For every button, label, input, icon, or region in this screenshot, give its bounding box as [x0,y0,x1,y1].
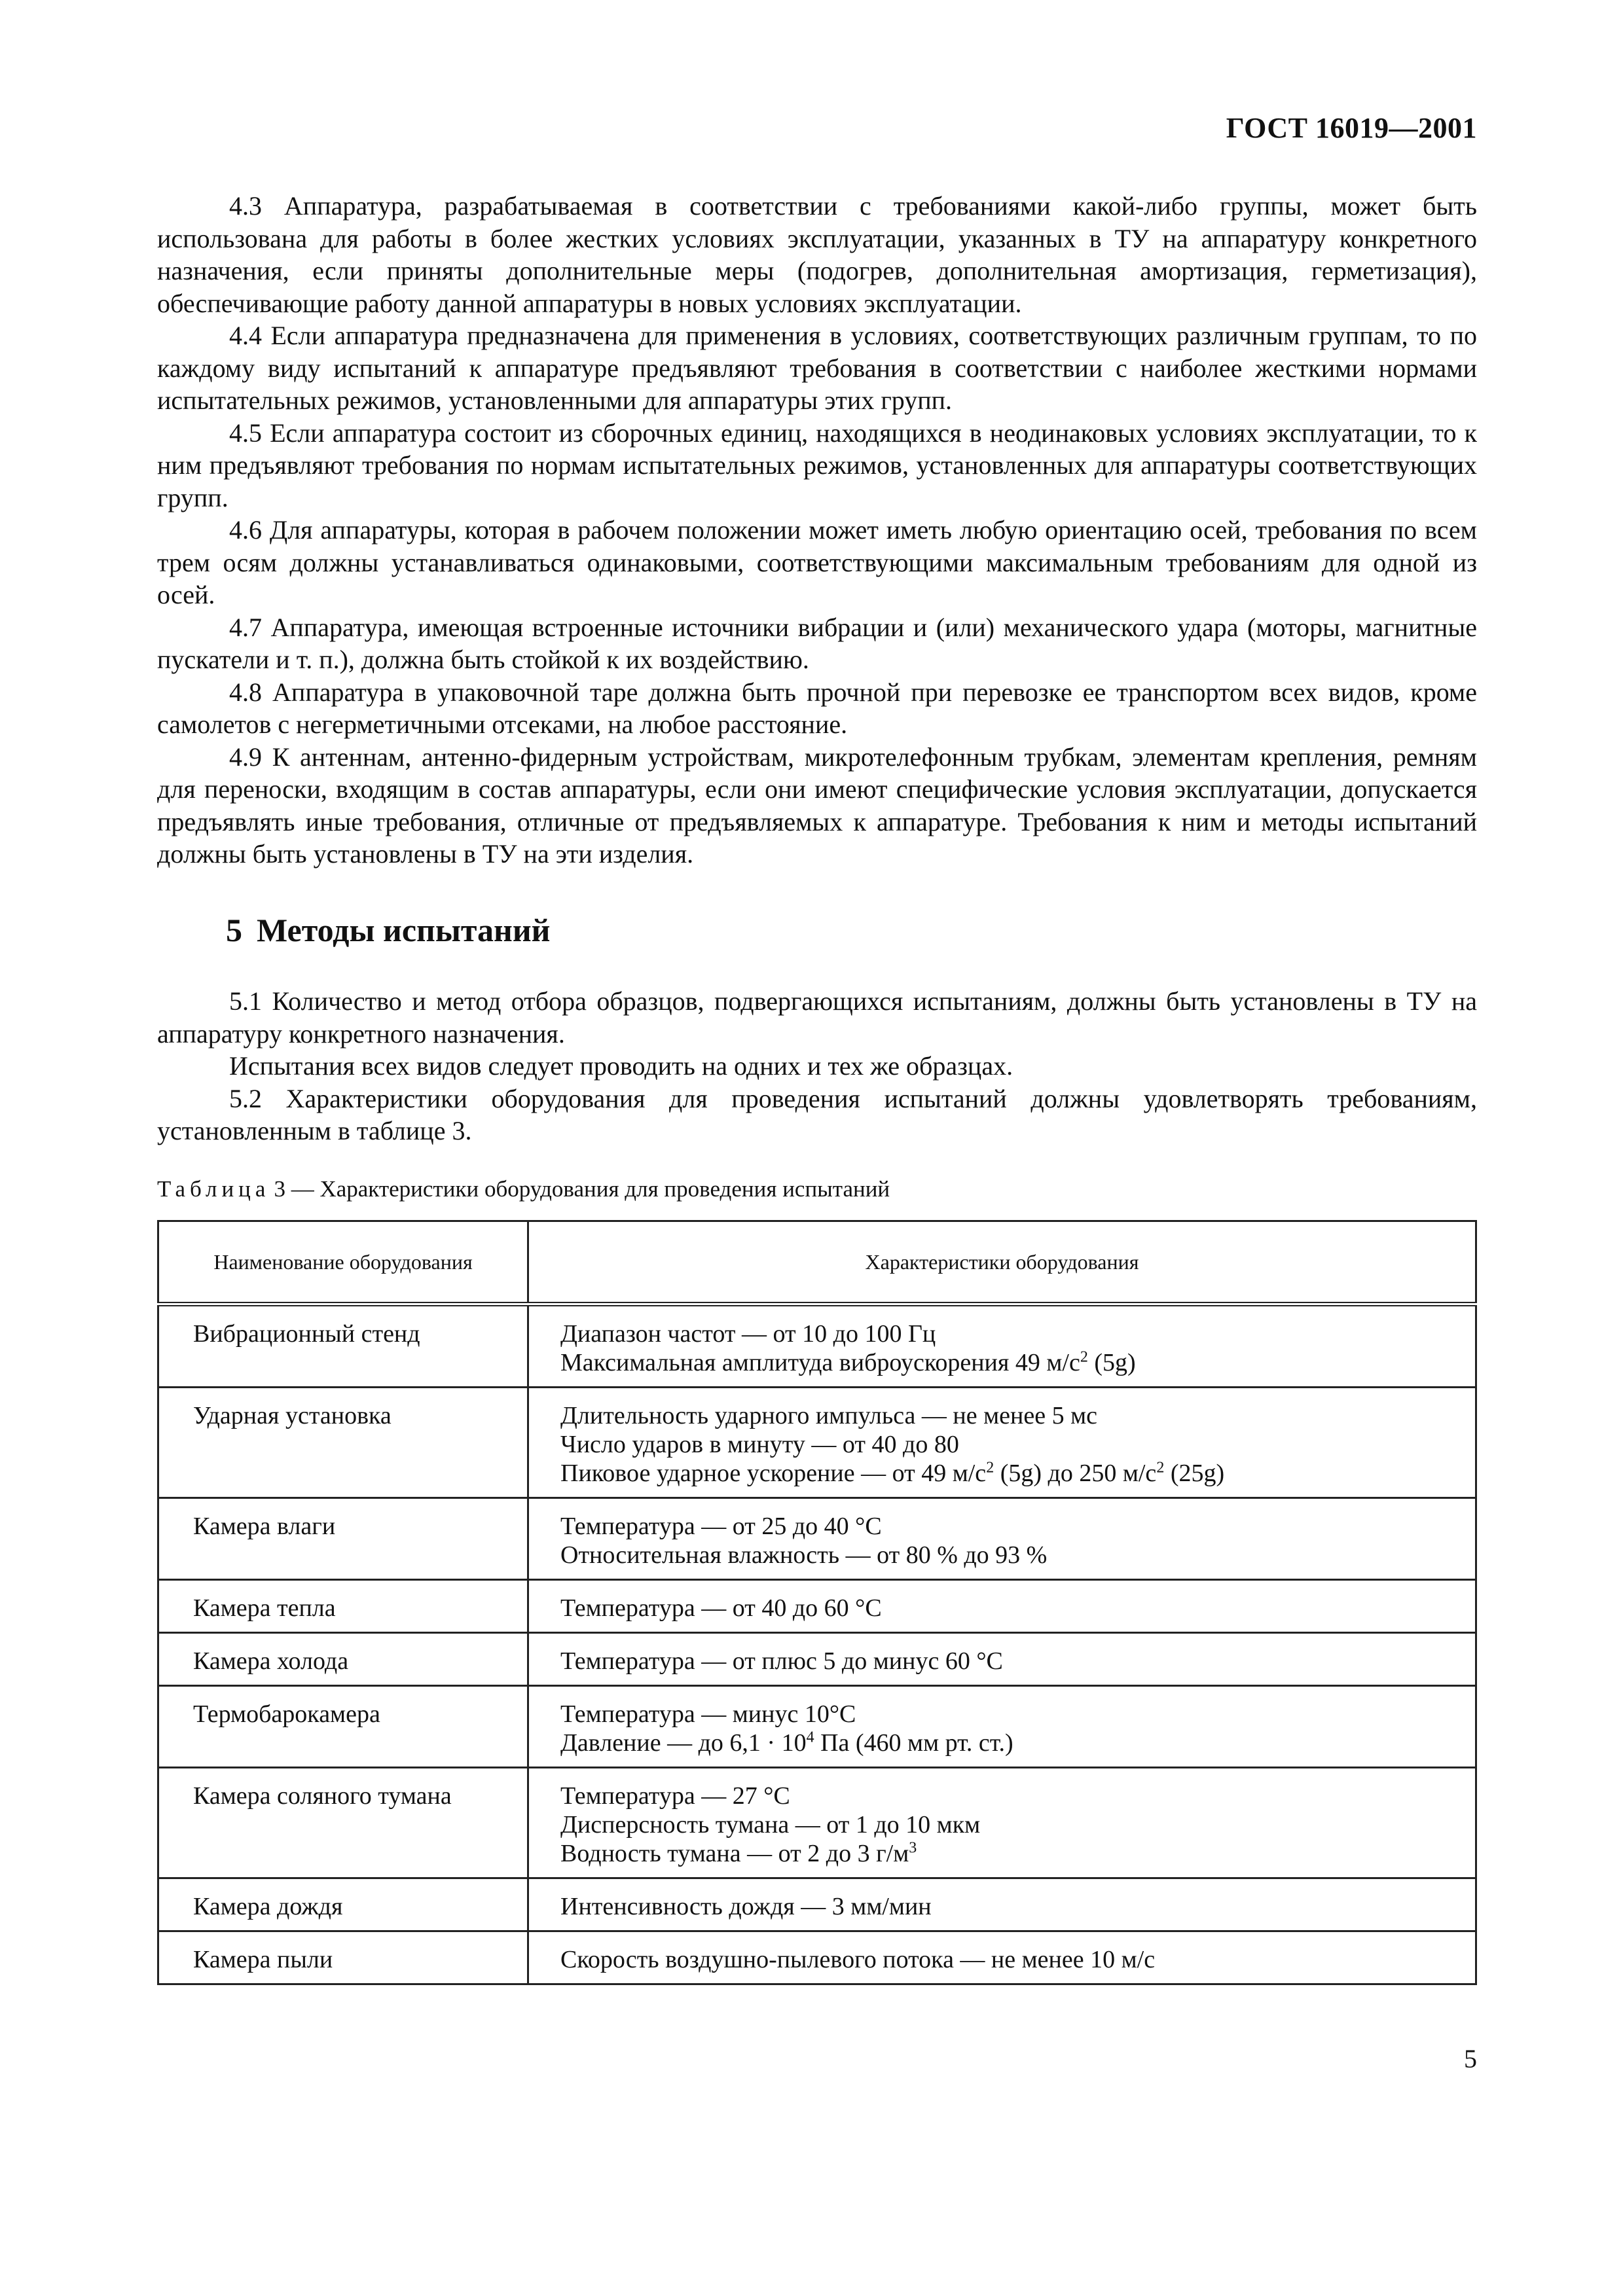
equipment-name-cell: Камера влаги [158,1498,528,1580]
table-header-row [158,1221,1476,1304]
table-caption-label: Таблица [157,1176,270,1202]
characteristic-line [560,1459,1475,1488]
equipment-name-cell: Камера пыли [158,1931,528,1984]
characteristic-line: Диапазон частот — от 10 до 100 Гц [560,1320,936,1348]
paragraph-4-4: 4.4 Если аппаратура предназначена для применения в условиях, соответствующих различным группам, то по каждому виду испытаний к аппаратуре предъявляют требования в соответствии с наиболее жесткими нормами испытательных режимов, установленными для аппаратуры этих групп. [157,321,1477,415]
equipment-characteristics-cell [528,1498,1476,1580]
characteristic-line: Температура — 27 °С [560,1782,790,1810]
equipment-characteristics-cell [528,1304,1476,1388]
equipment-name-cell: Камера соляного тумана [158,1768,528,1878]
characteristic-line [560,1839,1475,1868]
characteristic-text: Пиковое ударное ускорение — от 49 м/с [560,1460,987,1487]
equipment-name-cell: Вибрационный стенд [158,1304,528,1388]
paragraph-4-6: 4.6 Для аппаратуры, которая в рабочем положении может иметь любую ориентацию осей, требования по всем трем осям должны устанавливаться одинаковыми, соответствующими максимальным требованиям для одной из осей. [157,515,1477,609]
superscript: 4 [806,1729,814,1746]
characteristic-line: Температура — от плюс 5 до минус 60 °С [560,1647,1003,1675]
characteristic-line: Относительная влажность — от 80 % до 93 % [560,1541,1048,1569]
equipment-table [157,1220,1477,1985]
table-row [158,1768,1476,1878]
characteristic-text: (5g) [1087,1349,1136,1376]
equipment-name-cell: Камера холода [158,1633,528,1686]
table-body [158,1304,1476,1984]
superscript: 2 [1080,1348,1088,1366]
paragraph-5-1-cont: Испытания всех видов следует проводить на одних и тех же образцах. [229,1051,1013,1081]
equipment-name-cell: Термобарокамера [158,1686,528,1768]
characteristic-line: Температура — минус 10°С [560,1700,856,1728]
characteristic-line [560,1348,1475,1377]
paragraph-4-5: 4.5 Если аппаратура состоит из сборочных единиц, находящихся в неодинаковых условиях эксплуатации, то к ним предъявляют требования по нормам испытательных режимов, установленных для аппаратуры соответствующих групп. [157,418,1477,512]
document-code-header: ГОСТ 16019—2001 [1226,112,1477,144]
paragraph-4-3: 4.3 Аппаратура, разрабатываемая в соответствии с требованиями какой-либо группы, может быть использована для работы в более жестких условиях эксплуатации, указанных в ТУ на аппаратуру конкретного назначения, если приняты дополнительные меры (подогрев, дополнительная амортизация, герметизация), обеспечивающие работу данной аппаратуры в новых условиях эксплуатации. [157,191,1477,318]
table-caption [157,1176,890,1202]
superscript: 3 [909,1839,917,1857]
characteristic-line: Дисперсность тумана — от 1 до 10 мкм [560,1811,981,1839]
equipment-name-cell: Камера тепла [158,1580,528,1633]
page-number: 5 [1464,2044,1477,2073]
equipment-characteristics-cell [528,1633,1476,1686]
section-title-text: Методы испытаний [257,912,551,948]
paragraph-4-8: 4.8 Аппаратура в упаковочной таре должна быть прочной при перевозке ее транспортом всех видов, кроме самолетов с негерметичными отсеками, на любое расстояние. [157,677,1477,739]
table-row [158,1498,1476,1580]
table-row [158,1633,1476,1686]
characteristic-line: Температура — от 40 до 60 °С [560,1594,882,1622]
characteristic-line [560,1729,1475,1757]
table-row [158,1580,1476,1633]
header-equipment-name: Наименование оборудования [158,1221,528,1304]
section-5-title [226,911,550,949]
equipment-characteristics-cell [528,1388,1476,1498]
section-number: 5 [226,912,242,948]
table-row [158,1878,1476,1931]
characteristic-line: Скорость воздушно-пылевого потока — не менее 10 м/с [560,1946,1156,1973]
equipment-name-cell: Ударная установка [158,1388,528,1498]
superscript: 2 [986,1459,994,1477]
equipment-characteristics-cell [528,1580,1476,1633]
table-caption-text: 3 — Характеристики оборудования для проведения испытаний [274,1176,890,1202]
section-5-text [157,985,1477,1147]
table-row [158,1931,1476,1984]
characteristic-text: Водность тумана — от 2 до 3 г/м [560,1840,909,1867]
equipment-characteristics-cell [528,1768,1476,1878]
characteristic-line: Число ударов в минуту — от 40 до 80 [560,1431,959,1458]
equipment-characteristics-cell [528,1686,1476,1768]
paragraph-4-7: 4.7 Аппаратура, имеющая встроенные источники вибрации и (или) механического удара (моторы, магнитные пускатели и т. п.), должна быть стойкой к их воздействию. [157,612,1477,674]
paragraph-4-9: 4.9 К антеннам, антенно-фидерным устройствам, микротелефонным трубкам, элементам крепления, ремням для переноски, входящим в состав аппаратуры, если они имеют специфические условия эксплуатации, допускается предъявлять иные требования, отличные от предъявляемых к аппаратуре. Требования к ним и методы испытаний должны быть установлены в ТУ на эти изделия. [157,742,1477,869]
superscript: 2 [1156,1459,1165,1477]
table-row [158,1304,1476,1388]
characteristic-text: (5g) до 250 м/с [994,1460,1157,1487]
table-row [158,1686,1476,1768]
equipment-characteristics-cell [528,1931,1476,1984]
characteristic-line: Интенсивность дождя — 3 мм/мин [560,1893,932,1920]
header-equipment-characteristics: Характеристики оборудования [528,1221,1476,1304]
equipment-characteristics-cell [528,1878,1476,1931]
section-4-text [157,190,1477,870]
equipment-name-cell: Камера дождя [158,1878,528,1931]
paragraph-5-1: 5.1 Количество и метод отбора образцов, подвергающихся испытаниям, должны быть установлены в ТУ на аппаратуру конкретного назначения. [157,986,1477,1049]
characteristic-text: (25g) [1164,1460,1225,1487]
characteristic-text: Давление — до 6,1 · 10 [560,1729,807,1757]
characteristic-line: Температура — от 25 до 40 °С [560,1513,882,1540]
characteristic-line: Длительность ударного импульса — не менее 5 мс [560,1402,1097,1429]
characteristic-text: Па (460 мм рт. ст.) [814,1729,1013,1757]
paragraph-5-2: 5.2 Характеристики оборудования для проведения испытаний должны удовлетворять требованиям, установленным в таблице 3. [157,1083,1477,1145]
table-row [158,1388,1476,1498]
characteristic-text: Максимальная амплитуда виброускорения 49 м/с [560,1349,1080,1376]
